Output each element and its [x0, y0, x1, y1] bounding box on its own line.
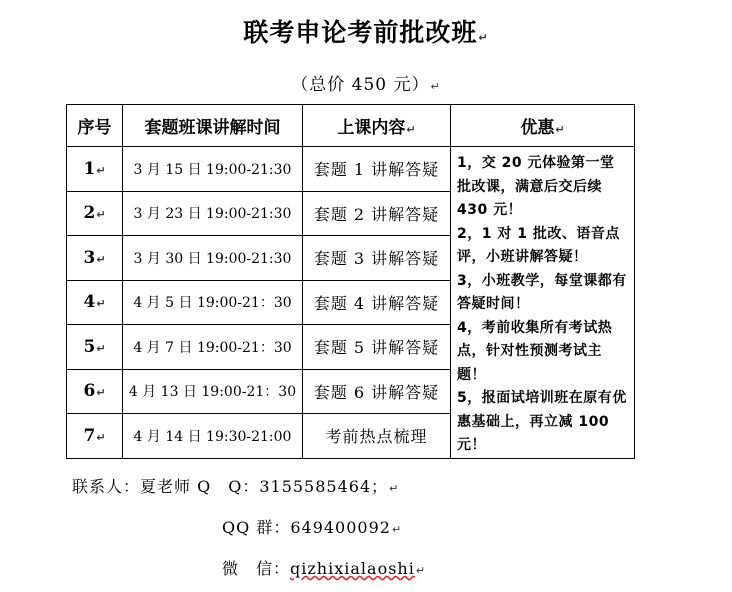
- qq-group-label: QQ 群：: [222, 518, 291, 537]
- document-title: 联考申论考前批改班↵: [243, 18, 489, 47]
- table-row: [67, 147, 635, 192]
- header-num: 序号: [67, 105, 123, 147]
- paragraph-mark-icon: ↵: [478, 31, 489, 44]
- price-subtitle: （总价 450 元）↵: [291, 75, 441, 95]
- contact-person: [72, 474, 399, 497]
- row-num: 7↵: [67, 414, 123, 459]
- contact-person-value: 夏老师 Q Q：3155585464；: [140, 477, 389, 496]
- table-header-row: [67, 105, 635, 147]
- row-content: 套题 5 讲解答疑: [303, 325, 451, 370]
- row-time: 4 月 5 日 19:00-21：30: [123, 280, 303, 325]
- paragraph-mark-icon: ↵: [96, 252, 106, 266]
- paragraph-mark-icon: ↵: [391, 523, 403, 536]
- paragraph-mark-icon: ↵: [96, 386, 106, 400]
- paragraph-mark-icon: ↵: [430, 80, 441, 93]
- row-num: 6↵: [67, 369, 123, 414]
- schedule-table: [66, 104, 635, 459]
- contact-qq-group: [222, 515, 402, 538]
- row-time: 4 月 13 日 19:00-21：30: [123, 369, 303, 414]
- row-num: 5↵: [67, 325, 123, 370]
- benefit-item: 3，小班教学，每堂课都有答疑时间！: [457, 272, 627, 312]
- row-num: 4↵: [67, 280, 123, 325]
- row-time: 3 月 23 日 19:00-21:30: [123, 191, 303, 236]
- row-content: 套题 6 讲解答疑: [303, 369, 451, 414]
- row-content: 套题 1 讲解答疑: [303, 147, 451, 192]
- benefit-item: 2，1 对 1 批改、语音点评，小班讲解答疑！: [457, 225, 620, 265]
- paragraph-mark-icon: ↵: [96, 163, 106, 177]
- row-time: 3 月 30 日 19:00-21:30: [123, 236, 303, 281]
- header-time: 套题班课讲解时间: [123, 105, 303, 147]
- paragraph-mark-icon: ↵: [96, 208, 106, 222]
- row-num: 3↵: [67, 236, 123, 281]
- row-time: 4 月 7 日 19:00-21：30: [123, 325, 303, 370]
- wechat-label: 微 信：: [222, 559, 291, 578]
- contact-wechat: [222, 556, 426, 579]
- paragraph-mark-icon: ↵: [406, 123, 416, 136]
- paragraph-mark-icon: ↵: [96, 341, 106, 355]
- row-time: 3 月 15 日 19:00-21:30: [123, 147, 303, 192]
- row-time: 4 月 14 日 19:30-21:00: [123, 414, 303, 459]
- paragraph-mark-icon: ↵: [96, 430, 106, 444]
- wechat-value: qizhixialaoshi: [290, 559, 415, 578]
- contact-person-label: 联系人：: [72, 477, 141, 496]
- benefit-item: 4，考前收集所有考试热点，针对性预测考试主题！: [457, 319, 613, 383]
- paragraph-mark-icon: ↵: [389, 482, 400, 495]
- paragraph-mark-icon: ↵: [555, 123, 565, 136]
- benefits-cell: [451, 147, 635, 459]
- benefit-item: 5，报面试培训班在原有优惠基础上，再立减 100 元！: [457, 390, 627, 453]
- row-content: 套题 3 讲解答疑: [303, 236, 451, 281]
- row-content: 考前热点梳理: [303, 414, 451, 459]
- benefit-item: 1，交 20 元体验第一堂批改课，满意后交后续 430 元！: [457, 155, 615, 218]
- row-num: 1↵: [67, 147, 123, 192]
- header-benefits: 优惠↵: [451, 105, 635, 147]
- qq-group-value: 649400092: [290, 518, 391, 537]
- paragraph-mark-icon: ↵: [415, 564, 427, 577]
- header-content: 上课内容↵: [303, 105, 451, 147]
- row-content: 套题 2 讲解答疑: [303, 191, 451, 236]
- row-num: 2↵: [67, 191, 123, 236]
- paragraph-mark-icon: ↵: [96, 297, 106, 311]
- row-content: 套题 4 讲解答疑: [303, 280, 451, 325]
